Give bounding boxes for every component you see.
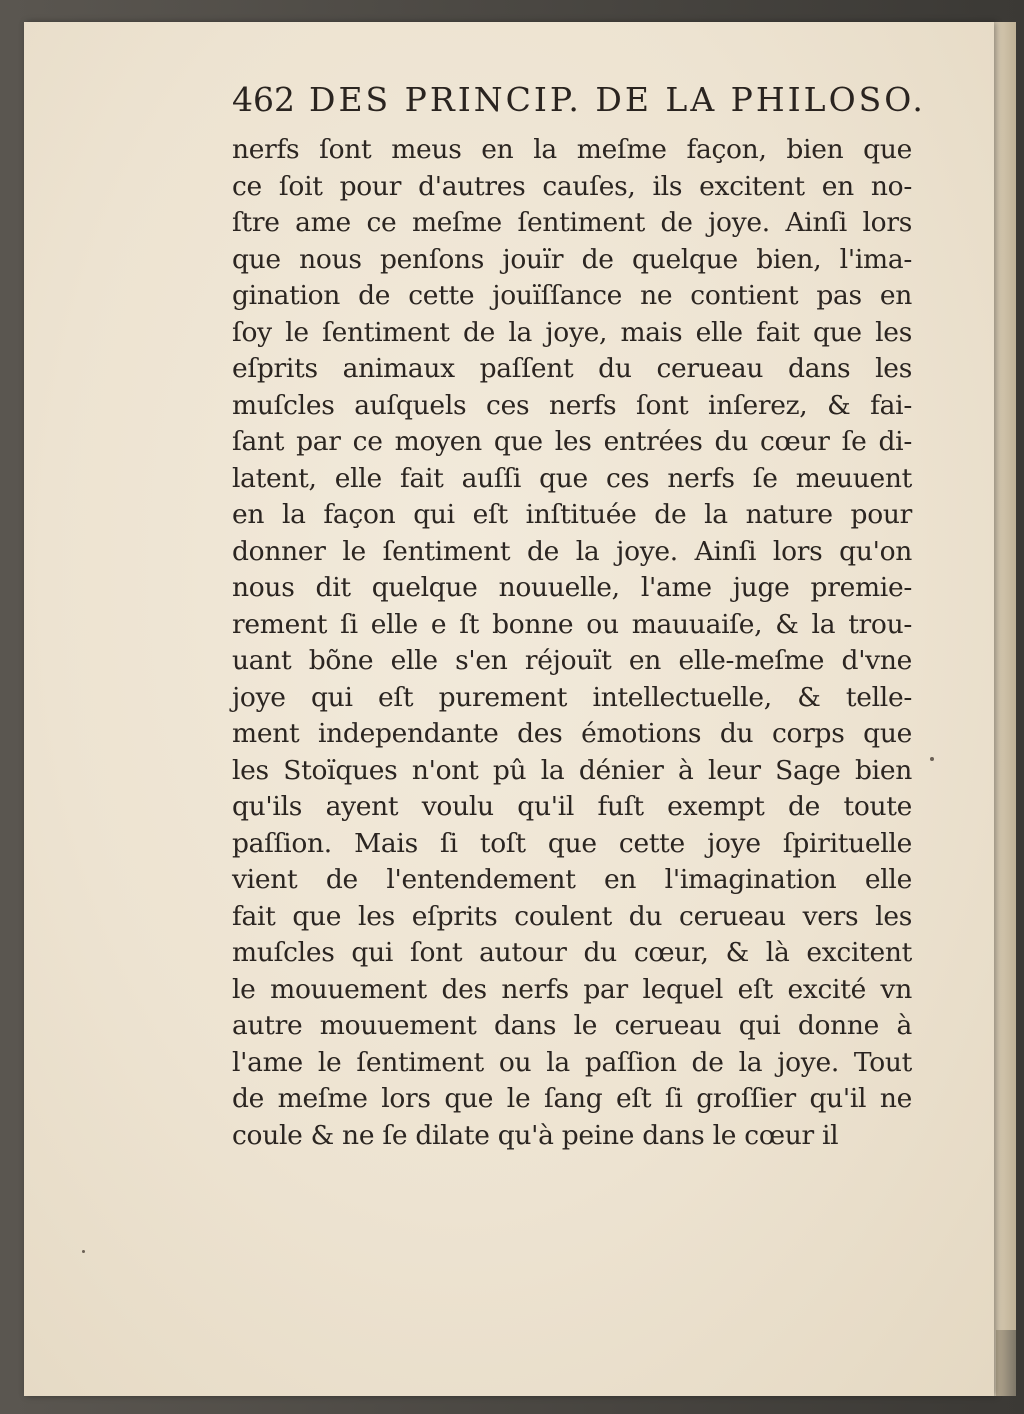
page-number: 462 (232, 80, 295, 119)
page-edge-shadow (996, 1330, 1016, 1396)
text-line: le mouuement des nerfs par lequel eſt excité vn (232, 973, 912, 1005)
text-line: de meſme lors que le ſang eſt ſi groſſier qu'il ne (232, 1083, 912, 1114)
text-line: fait que les eſprits coulent du cerueau vers les (232, 900, 912, 932)
text-line: joye qui eſt purement intellectuelle, & telle- (232, 681, 912, 713)
text-line: ſtre ame ce meſme ſentiment de joye. Ainſi lors (232, 207, 912, 238)
text-line: ſant par ce moyen que les entrées du cœur ſe di- (232, 426, 912, 457)
text-line: vient de l'entendement en l'imagination elle (232, 864, 912, 895)
text-line: muſcles auſquels ces nerfs ſont inſerez, & fai- (232, 389, 912, 421)
body-text (232, 132, 912, 1154)
ink-speck (930, 757, 934, 761)
text-line: ſoy le ſentiment de la joye, mais elle fait que les (232, 316, 912, 348)
text-line: nous dit quelque nouuelle, l'ame juge premie- (232, 572, 912, 603)
text-line: que nous penſons jouïr de quelque bien, l'ima- (232, 243, 912, 275)
text-line: muſcles qui ſont autour du cœur, & là excitent (232, 937, 912, 968)
adjacent-page-edge (994, 22, 1016, 1396)
text-line: rement ſi elle e ſt bonne ou mauuaiſe, & la trou- (232, 608, 912, 640)
text-line: latent, elle fait auſſi que ces nerfs ſe meuuent (232, 462, 912, 494)
text-line: uant bõne elle s'en réjouït en elle-meſme d'vne (232, 645, 912, 676)
text-line: l'ame le ſentiment ou la paſſion de la joye. Tout (232, 1046, 912, 1078)
text-line: nerfs ſont meus en la meſme façon, bien que (232, 134, 912, 165)
text-line: les Stoïques n'ont pû la dénier à leur Sage bien (232, 754, 912, 786)
text-line: ce ſoit pour d'autres cauſes, ils excitent en no- (232, 170, 912, 202)
running-title: DES PRINCIP. DE LA PHILOSO. (309, 80, 926, 119)
text-line: ment independante des émotions du corps que (232, 718, 912, 749)
text-line: qu'ils ayent voulu qu'il fuſt exempt de toute (232, 791, 912, 822)
text-line: gination de cette jouïſſance ne contient pas en (232, 280, 912, 311)
ink-speck (82, 1250, 85, 1253)
text-line: en la façon qui eſt inſtituée de la nature pour (232, 499, 912, 530)
text-line: autre mouuement dans le cerueau qui donne à (232, 1010, 912, 1041)
text-line: donner le ſentiment de la joye. Ainſi lors qu'on (232, 535, 912, 567)
running-head (232, 80, 926, 119)
text-line: eſprits animaux paſſent du cerueau dans les (232, 353, 912, 384)
text-line: coule & ne ſe dilate qu'à peine dans le cœur il (232, 1119, 839, 1151)
text-line: paſſion. Mais ſi toſt que cette joye ſpirituelle (232, 827, 912, 859)
